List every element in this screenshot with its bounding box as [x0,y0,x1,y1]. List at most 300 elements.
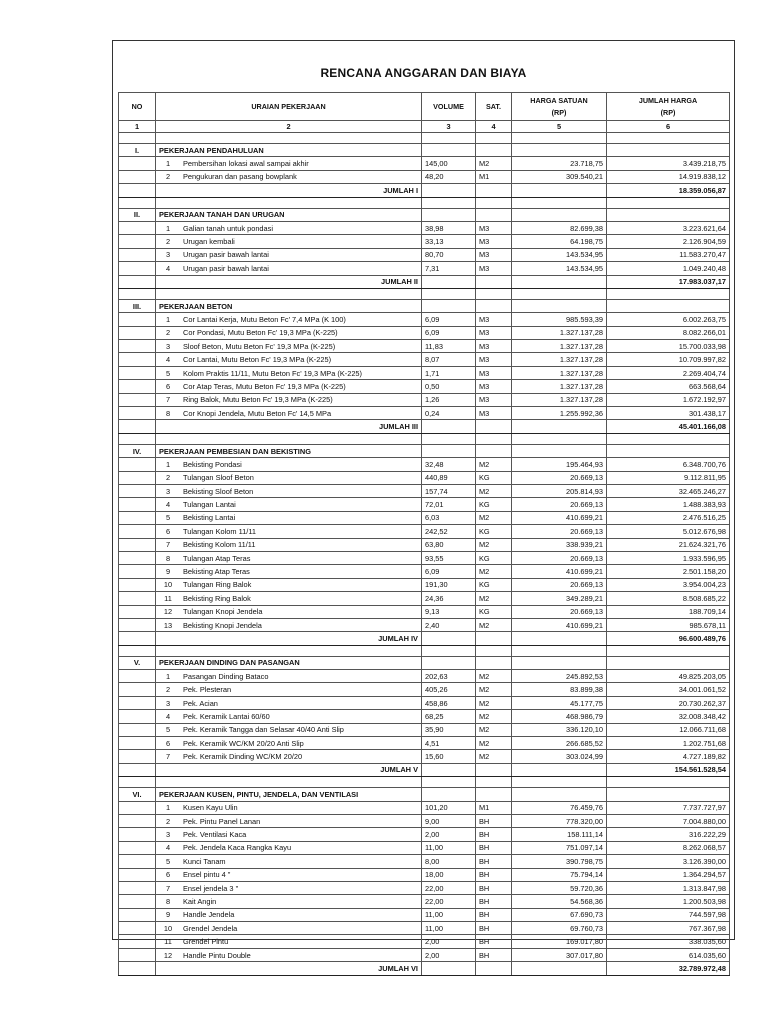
subtotal-row [119,184,730,197]
item-volume: 101,20 [422,801,476,814]
subtotal-row [119,632,730,645]
item-number: 7 [165,395,171,405]
item-number: 11 [164,593,172,603]
item-volume: 6,09 [422,565,476,578]
table-row [119,723,730,736]
section-header-row [119,144,730,157]
table-row [119,313,730,326]
item-unit-price: 45.177,75 [512,696,607,709]
section-title: PEKERJAAN KUSEN, PINTU, JENDELA, DAN VENTILASI [156,788,422,801]
table-row [119,881,730,894]
item-volume: 72,01 [422,498,476,511]
item-cell [156,935,422,948]
item-cell [156,157,422,170]
item-unit: M3 [476,393,512,406]
item-volume: 11,83 [422,340,476,353]
item-unit: M2 [476,484,512,497]
item-total-price: 985.678,11 [607,618,730,631]
empty-cell [119,353,156,366]
item-volume: 63,80 [422,538,476,551]
item-total-price: 2.269.404,74 [607,366,730,379]
item-description: Pek. Keramik Tangga dan Selasar 40/40 Anti Slip [183,725,344,735]
header-jumlah-harga [607,93,730,121]
table-row [119,750,730,763]
empty-cell [422,656,476,669]
item-description: Pek. Acian [183,698,218,708]
item-unit-price: 82.699,38 [512,221,607,234]
item-description: Grendel Pintu [183,937,229,947]
empty-cell [422,962,476,975]
item-number: 3 [165,830,171,840]
item-volume: 458,86 [422,696,476,709]
table-row [119,484,730,497]
empty-cell [119,737,156,750]
item-volume: 68,25 [422,710,476,723]
spacer-row [119,433,730,444]
item-unit-price: 76.459,76 [512,801,607,814]
item-unit: M3 [476,353,512,366]
empty-cell [476,632,512,645]
empty-cell [607,133,730,144]
empty-cell [119,683,156,696]
empty-cell [119,962,156,975]
item-volume: 6,09 [422,313,476,326]
empty-cell [422,144,476,157]
item-number: 11 [164,937,172,947]
empty-cell [422,299,476,312]
item-total-price: 1.049.240,48 [607,262,730,275]
item-cell [156,551,422,564]
empty-cell [512,763,607,776]
empty-cell [119,710,156,723]
table-row [119,737,730,750]
item-unit: KG [476,525,512,538]
empty-cell [607,656,730,669]
empty-cell [422,197,476,208]
item-total-price: 188.709,14 [607,605,730,618]
item-cell [156,710,422,723]
item-cell [156,498,422,511]
empty-cell [119,723,156,736]
item-description: Kunci Tanam [183,856,226,866]
section-title: PEKERJAAN DINDING DAN PASANGAN [156,656,422,669]
subtotal-value: 96.600.489,76 [607,632,730,645]
subtotal-value: 17.983.037,17 [607,275,730,288]
item-cell [156,828,422,841]
item-volume: 9,13 [422,605,476,618]
table-row [119,841,730,854]
empty-cell [119,407,156,420]
empty-cell [119,248,156,261]
empty-cell [476,788,512,801]
table-row [119,157,730,170]
table-row [119,235,730,248]
item-number: 2 [165,172,171,182]
header-sat: SAT. [476,93,512,121]
item-unit: BH [476,895,512,908]
item-unit: BH [476,935,512,948]
subtotal-value: 45.401.166,08 [607,420,730,433]
item-unit: M2 [476,683,512,696]
empty-cell [119,618,156,631]
empty-cell [512,962,607,975]
item-unit-price: 54.568,36 [512,895,607,908]
header-harga-satuan [512,93,607,121]
empty-cell [119,750,156,763]
item-volume: 2,00 [422,948,476,961]
item-number: 3 [165,486,171,496]
item-description: Ensel pintu 4 " [183,870,231,880]
empty-cell [422,275,476,288]
item-unit: BH [476,855,512,868]
item-unit-price: 307.017,80 [512,948,607,961]
table-body [119,133,730,976]
empty-cell [119,420,156,433]
item-volume: 2,40 [422,618,476,631]
item-total-price: 1.672.192,97 [607,393,730,406]
item-description: Ensel jendela 3 " [183,883,239,893]
item-cell [156,538,422,551]
empty-cell [119,393,156,406]
header-jumlah-harga-unit: (RP) [660,107,676,117]
item-unit: M3 [476,366,512,379]
table-row [119,525,730,538]
item-number: 3 [165,698,171,708]
empty-cell [422,763,476,776]
item-unit-price: 336.120,10 [512,723,607,736]
item-unit-price: 410.699,21 [512,511,607,524]
empty-cell [156,433,422,444]
empty-cell [119,551,156,564]
item-unit: M2 [476,737,512,750]
item-cell [156,618,422,631]
empty-cell [476,133,512,144]
item-number: 10 [163,580,173,590]
item-description: Bekisting Kolom 11/11 [183,540,256,550]
column-number: 5 [512,121,607,133]
empty-cell [422,184,476,197]
item-volume: 80,70 [422,248,476,261]
item-cell [156,881,422,894]
empty-cell [476,420,512,433]
item-volume: 9,00 [422,814,476,827]
item-unit-price: 20.669,13 [512,525,607,538]
item-unit: M3 [476,221,512,234]
item-number: 6 [165,738,171,748]
table-row [119,380,730,393]
item-number: 3 [165,341,171,351]
empty-cell [119,908,156,921]
empty-cell [512,433,607,444]
item-unit-price: 20.669,13 [512,551,607,564]
item-total-price: 15.700.033,98 [607,340,730,353]
empty-cell [512,444,607,457]
item-description: Grendel Jendela [183,923,238,933]
table-row [119,948,730,961]
item-unit: M3 [476,235,512,248]
table-row [119,407,730,420]
item-unit: M2 [476,511,512,524]
table-row [119,458,730,471]
table-row [119,895,730,908]
item-volume: 157,74 [422,484,476,497]
item-description: Tulangan Lantai [183,500,236,510]
item-unit-price: 778.320,00 [512,814,607,827]
item-unit-price: 75.794,14 [512,868,607,881]
item-number: 4 [165,355,171,365]
empty-cell [607,144,730,157]
item-number: 10 [163,923,173,933]
spacer-row [119,133,730,144]
item-unit: BH [476,881,512,894]
table-row [119,592,730,605]
item-unit-price: 349.289,21 [512,592,607,605]
section-header-row [119,299,730,312]
item-total-price: 301.438,17 [607,407,730,420]
item-description: Urugan pasir bawah lantai [183,263,269,273]
empty-cell [119,841,156,854]
empty-cell [512,420,607,433]
item-description: Pek. Keramik WC/KM 20/20 Anti Slip [183,738,304,748]
item-description: Tulangan Atap Teras [183,553,251,563]
section-number: VI. [119,788,156,801]
item-cell [156,868,422,881]
item-unit: BH [476,948,512,961]
item-total-price: 1.488.383,93 [607,498,730,511]
item-total-price: 21.624.321,76 [607,538,730,551]
item-number: 2 [165,816,171,826]
item-total-price: 6.348.700,76 [607,458,730,471]
item-total-price: 2.476.516,25 [607,511,730,524]
item-number: 1 [165,459,171,469]
empty-cell [119,366,156,379]
item-number: 12 [163,950,173,960]
item-unit: M1 [476,170,512,183]
item-cell [156,908,422,921]
item-cell [156,578,422,591]
section-number: III. [119,299,156,312]
item-volume: 1,71 [422,366,476,379]
item-unit-price: 83.899,38 [512,683,607,696]
item-number: 1 [165,803,171,813]
item-cell [156,841,422,854]
empty-cell [476,197,512,208]
item-number: 6 [165,381,171,391]
item-cell [156,340,422,353]
item-cell [156,737,422,750]
item-cell [156,380,422,393]
item-total-price: 32.465.246,27 [607,484,730,497]
item-unit: M3 [476,262,512,275]
item-total-price: 5.012.676,98 [607,525,730,538]
table-row [119,366,730,379]
item-unit: KG [476,578,512,591]
empty-cell [119,340,156,353]
spacer-row [119,197,730,208]
empty-cell [119,855,156,868]
item-number: 4 [165,500,171,510]
item-unit-price: 410.699,21 [512,618,607,631]
empty-cell [512,197,607,208]
empty-cell [119,326,156,339]
item-cell [156,248,422,261]
column-number: 3 [422,121,476,133]
item-unit: KG [476,471,512,484]
item-description: Tulangan Knopi Jendela [183,607,263,617]
item-unit-price: 245.892,53 [512,670,607,683]
item-cell [156,484,422,497]
item-description: Bekisting Atap Teras [183,567,250,577]
item-unit: KG [476,498,512,511]
empty-cell [119,578,156,591]
item-unit: KG [476,551,512,564]
item-volume: 38,98 [422,221,476,234]
item-unit: M3 [476,380,512,393]
item-volume: 0,50 [422,380,476,393]
item-cell [156,922,422,935]
empty-cell [512,184,607,197]
item-total-price: 316.222,29 [607,828,730,841]
item-cell [156,565,422,578]
item-volume: 6,09 [422,326,476,339]
item-number: 7 [165,540,171,550]
empty-cell [119,670,156,683]
item-volume: 35,90 [422,723,476,736]
empty-cell [119,828,156,841]
item-description: Urugan kembali [183,237,235,247]
table-row [119,855,730,868]
item-cell [156,366,422,379]
item-description: Pembersihan lokasi awal sampai akhir [183,159,309,169]
spacer-row [119,288,730,299]
empty-cell [119,538,156,551]
table-row [119,551,730,564]
table-row [119,326,730,339]
rab-table [118,92,730,976]
item-unit-price: 468.986,79 [512,710,607,723]
empty-cell [512,788,607,801]
empty-cell [476,208,512,221]
empty-cell [119,458,156,471]
item-cell [156,814,422,827]
empty-cell [119,525,156,538]
item-volume: 0,24 [422,407,476,420]
item-total-price: 32.008.348,42 [607,710,730,723]
item-volume: 191,30 [422,578,476,591]
item-unit-price: 205.814,93 [512,484,607,497]
empty-cell [476,299,512,312]
item-unit-price: 1.327.137,28 [512,366,607,379]
subtotal-label: JUMLAH VI [156,962,422,975]
item-unit: BH [476,868,512,881]
item-volume: 8,07 [422,353,476,366]
item-unit-price: 143.534,95 [512,262,607,275]
item-unit: M3 [476,326,512,339]
item-description: Urugan pasir bawah lantai [183,250,269,260]
item-cell [156,407,422,420]
item-number: 7 [165,883,171,893]
item-total-price: 2.126.904,59 [607,235,730,248]
empty-cell [119,605,156,618]
item-volume: 48,20 [422,170,476,183]
empty-cell [607,208,730,221]
item-cell [156,262,422,275]
item-unit: M2 [476,710,512,723]
table-row [119,221,730,234]
table-row [119,248,730,261]
empty-cell [607,433,730,444]
empty-cell [119,881,156,894]
table-row [119,471,730,484]
header-volume: VOLUME [422,93,476,121]
table-row [119,393,730,406]
empty-cell [422,208,476,221]
empty-cell [119,868,156,881]
item-description: Tulangan Sloof Beton [183,473,254,483]
subtotal-row [119,420,730,433]
table-row [119,262,730,275]
item-total-price: 767.367,98 [607,922,730,935]
item-total-price: 34.001.061,52 [607,683,730,696]
table-row [119,578,730,591]
item-volume: 15,60 [422,750,476,763]
empty-cell [422,788,476,801]
empty-cell [422,133,476,144]
item-cell [156,511,422,524]
item-unit-price: 266.685,52 [512,737,607,750]
item-number: 8 [165,897,171,906]
table-row [119,801,730,814]
item-number: 8 [165,408,171,418]
item-number: 8 [165,553,171,563]
item-unit: M2 [476,723,512,736]
item-description: Pengukuran dan pasang bowplank [183,172,297,182]
item-description: Kusen Kayu Ulin [183,803,238,813]
empty-cell [119,170,156,183]
empty-cell [422,632,476,645]
item-number: 5 [165,368,171,378]
section-title: PEKERJAAN BETON [156,299,422,312]
item-cell [156,592,422,605]
item-total-price: 8.508.685,22 [607,592,730,605]
table-row [119,670,730,683]
item-total-price: 7.004.880,00 [607,814,730,827]
item-cell [156,393,422,406]
item-unit-price: 195.464,93 [512,458,607,471]
item-unit: BH [476,841,512,854]
item-number: 2 [165,473,171,483]
subtotal-label: JUMLAH IV [156,632,422,645]
table-row [119,828,730,841]
item-unit-price: 20.669,13 [512,578,607,591]
item-unit: M2 [476,670,512,683]
table-row [119,922,730,935]
empty-cell [607,288,730,299]
empty-cell [512,656,607,669]
item-unit-price: 20.669,13 [512,605,607,618]
item-unit: M3 [476,407,512,420]
item-description: Bekisting Pondasi [183,459,242,469]
item-description: Kolom Praktis 11/11, Mutu Beton Fc' 19,3 MPa (K-225) [183,368,363,378]
table-row [119,511,730,524]
item-volume: 18,00 [422,868,476,881]
header-harga-satuan-label: HARGA SATUAN [530,95,588,105]
table-row [119,814,730,827]
item-unit-price: 309.540,21 [512,170,607,183]
item-volume: 22,00 [422,895,476,908]
item-total-price: 3.439.218,75 [607,157,730,170]
item-total-price: 14.919.838,12 [607,170,730,183]
